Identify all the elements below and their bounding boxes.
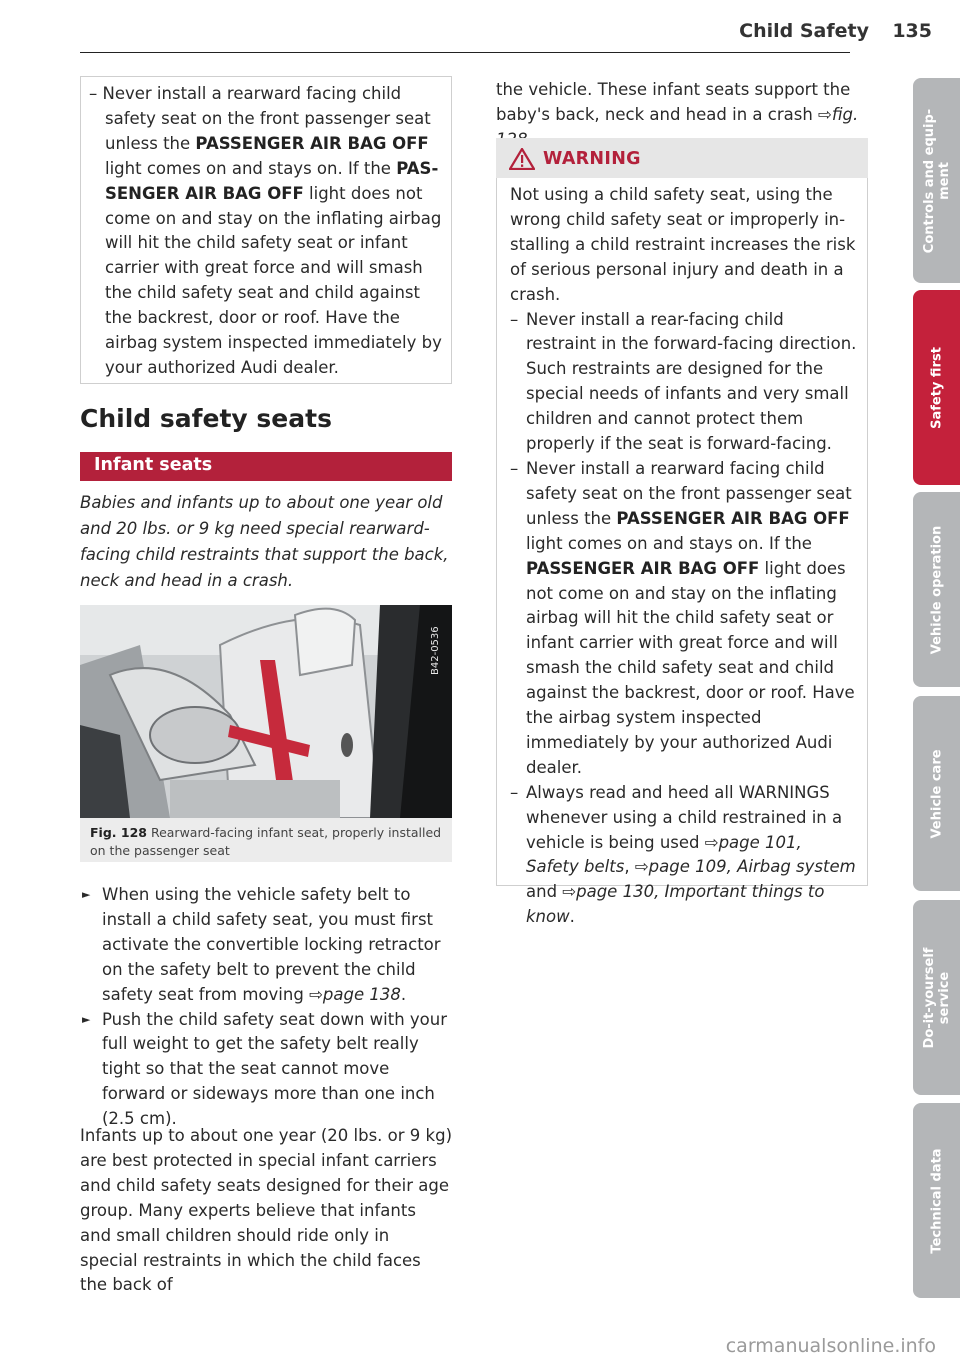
figure-image — [80, 605, 452, 818]
figure-code: B42-0536 — [430, 626, 441, 675]
cross-reference[interactable]: ⇨page 109, Airbag system — [634, 857, 856, 877]
running-header-title: Child Safety — [739, 20, 869, 42]
watermark-text: carmanualsonline.info — [725, 1335, 936, 1357]
steps-list — [80, 883, 452, 1132]
emphasis-text: PASSENGER AIR BAG OFF — [526, 558, 760, 578]
text-run: and — [526, 882, 563, 902]
warning-intro: Not using a child safety seat, using the wrong child safety seat or improperly installing a child restraint increases the risk of serious personal injury and death in a crash. — [510, 185, 856, 304]
page-number: 135 — [892, 20, 932, 42]
side-tab[interactable] — [913, 290, 960, 485]
side-tab[interactable] — [913, 1103, 960, 1298]
cross-reference[interactable]: ⇨fig. — [818, 104, 859, 124]
side-tab-label: Vehicle operation — [929, 525, 944, 654]
header-rule — [80, 52, 850, 53]
text-run: – Never install a rearward facing child safety seat on the front passenger seat unless the — [89, 84, 431, 153]
text-run: . — [400, 984, 407, 1004]
emphasis-text: PASSENGER AIR BAG OFF — [616, 508, 850, 528]
side-tab-label: Safety first — [929, 346, 944, 429]
warning-list-item — [510, 781, 858, 930]
section-heading: Child safety seats — [80, 404, 332, 433]
step-item — [80, 883, 452, 1008]
rearward-infant-seat-illustration — [80, 605, 452, 818]
text-run: When using the vehicle safety belt to install a child safety seat, you must first activate the convertible locking retractor on the safety belt to prevent the child safety seat from moving — [102, 885, 441, 1004]
body-paragraph: Infants up to about one year (20 lbs. or 9 kg) are best protected in special infant carriers and child safety seats designed for their age group. Many experts believe that infants and small children should ride only in special restraints in which the child faces the back of — [80, 1126, 453, 1295]
text-run: light comes on and stays on. If the — [105, 158, 397, 178]
warning-triangle-icon — [509, 148, 535, 170]
side-tab[interactable] — [913, 492, 960, 687]
cross-reference[interactable]: ⇨page 138 — [309, 984, 401, 1004]
text-run: Never install a rearward facing child safety seat on the front passenger seat unless the — [526, 458, 852, 528]
side-tab-label: Do-it-yourself service — [921, 947, 952, 1048]
subheading: Infant seats — [94, 455, 213, 475]
side-tab[interactable] — [913, 696, 960, 891]
figure-caption-text: Rearward-facing infant seat, properly installed on the passenger seat — [90, 825, 442, 858]
continued-warning-paragraph — [89, 82, 444, 381]
side-tab-label: Vehicle care — [929, 748, 944, 839]
text-run: Never install a rear-facing child restraint in the forward-facing direction. Such restraints are designed for the special needs of infants and very small children and cannot protect them properly if the seat is forward-facing. — [526, 309, 857, 454]
emphasis-text: PASSENGER AIR BAG OFF — [105, 158, 439, 203]
text-run: . — [569, 907, 575, 927]
warning-title: WARNING — [543, 149, 641, 169]
text-run: light comes on and stays on. If the — [526, 533, 812, 553]
text-run: the vehicle. These infant seats support the baby's back, neck and head in a crash — [496, 80, 851, 124]
figure-caption-label: Fig. 128 — [90, 825, 147, 840]
side-tab[interactable] — [913, 900, 960, 1095]
side-tab-label: Technical data — [929, 1147, 944, 1254]
body-paragraph-wrap — [80, 1124, 452, 1298]
warning-body — [510, 183, 858, 930]
emphasis-text: PASSENGER AIR BAG OFF — [195, 133, 429, 153]
text-run: , — [624, 857, 635, 877]
step-item — [80, 1008, 452, 1133]
cross-reference[interactable]: ⇨page 101, Safety belts — [526, 832, 802, 877]
section-intro: Babies and infants up to about one year old and 20 lbs. or 9 kg need special rearward-facing child restraints that support the back, neck and head in a crash. — [80, 493, 449, 590]
side-tab[interactable] — [913, 78, 960, 283]
text-run: light does not come on and stay on the inflating airbag will hit the child safety seat or infant carrier with great force and will smash the child safety seat and child against the backrest, door or roof. Have the airbag system inspected immediately by your authorized Audi dealer. — [526, 558, 855, 777]
text-run: light does not come on and stay on the inflating airbag will hit the child safety seat or infant carrier with great force and will smash the child safety seat and child against the backrest, door or roof. Have the airbag system inspected immediately by your authorized Audi dealer. — [105, 183, 442, 377]
warning-list-item — [510, 457, 858, 781]
warning-list-item — [510, 308, 858, 457]
cross-reference[interactable]: ⇨page 130, Important things to know — [526, 882, 825, 927]
side-tab-label: Controls and equipment — [921, 108, 952, 253]
steps — [80, 883, 452, 1132]
text-run: Always read and heed all WARNINGS whenever using a child restrained in a vehicle is being used — [526, 782, 843, 852]
warning-items — [510, 308, 858, 931]
figure-caption — [80, 818, 452, 862]
continued-warning-text — [89, 82, 444, 381]
text-run: Push the child safety seat down with your full weight to get the safety belt really tight so that the seat cannot move forward or sideways more than one inch (2.5 cm). — [102, 1009, 447, 1129]
